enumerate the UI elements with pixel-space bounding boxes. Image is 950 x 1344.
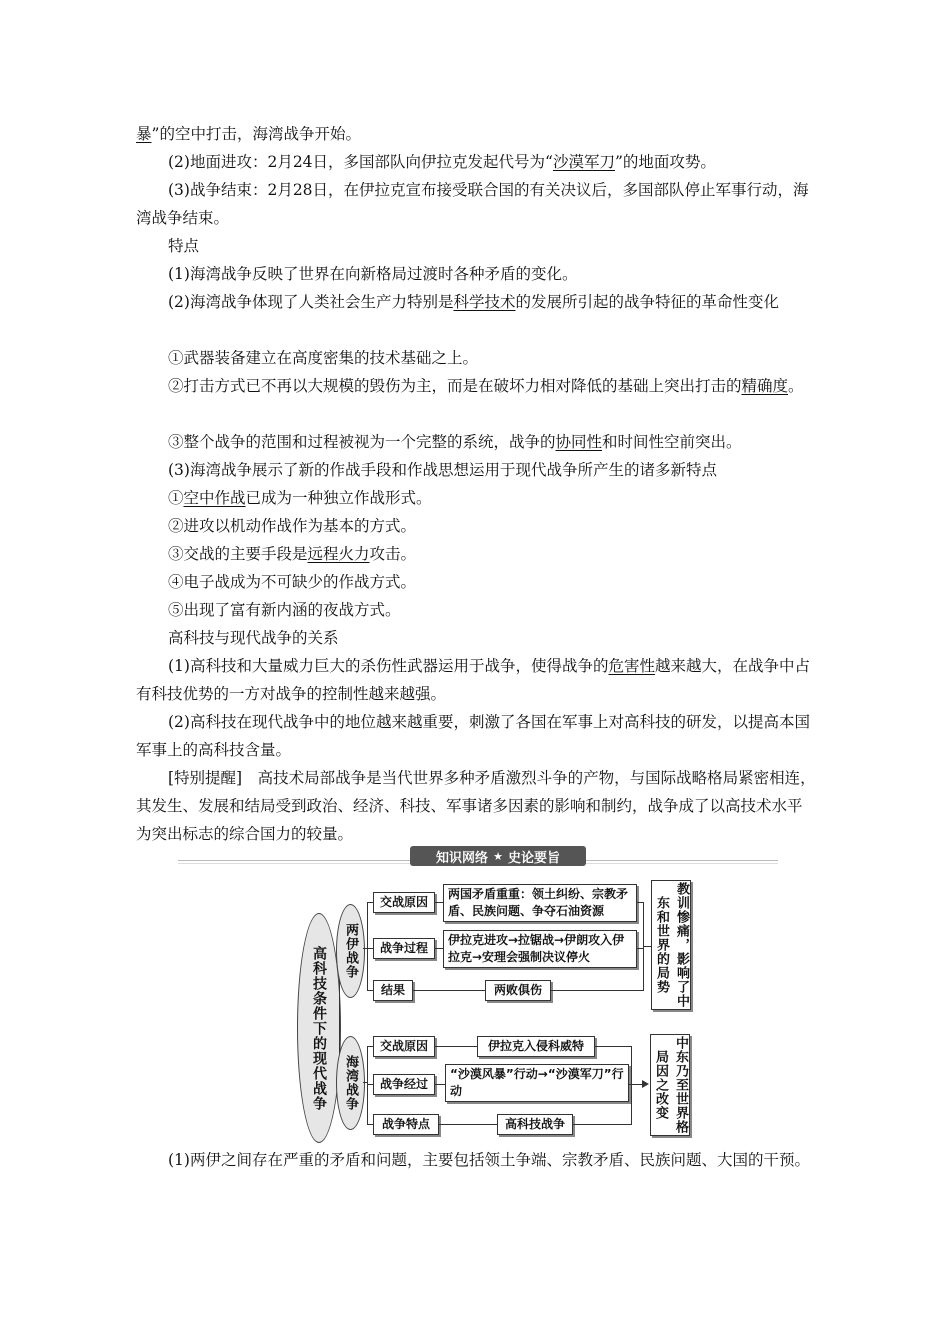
connector-line bbox=[435, 1046, 477, 1047]
banner-pill bbox=[410, 846, 586, 866]
root-label: 高科技条件下的现代战争 bbox=[311, 945, 327, 1111]
text: 攻击。 bbox=[369, 545, 417, 563]
war1-label: 两伊战争 bbox=[343, 923, 358, 979]
text: 和时间性空前突出。 bbox=[602, 433, 742, 451]
paragraph-feature-1: (1)海湾战争反映了世界在向新格局过渡时各种矛盾的变化。 bbox=[168, 265, 578, 283]
paragraph-ground-attack bbox=[136, 148, 816, 176]
text: ③交战的主要手段是 bbox=[168, 545, 308, 563]
connector-line bbox=[631, 1046, 632, 1125]
war1-label-process: 战争过程 bbox=[373, 938, 435, 959]
connector-line bbox=[363, 1082, 367, 1083]
heading-features: 特点 bbox=[168, 237, 200, 255]
underlined-term: 沙漠军刀 bbox=[552, 153, 615, 171]
banner-left-label: 知识网络 bbox=[436, 850, 489, 866]
paragraph-item-3 bbox=[136, 428, 816, 456]
war2-outcome: 中东乃至世界格局因之改变 bbox=[650, 1034, 690, 1136]
war2-label: 海湾战争 bbox=[343, 1055, 358, 1111]
banner-right-label: 史论要旨 bbox=[507, 850, 560, 866]
underlined-term: 暴 bbox=[136, 125, 152, 143]
paragraph-item-2 bbox=[136, 372, 816, 400]
war2-label-feature: 战争特点 bbox=[373, 1114, 439, 1135]
text: (2)地面进攻：2月24日，多国部队向伊拉克发起代号为“ bbox=[168, 153, 553, 171]
connector-line bbox=[367, 1046, 368, 1124]
war1-detail-cause: 两国矛盾重重：领土纠纷、宗教矛盾、民族问题、争夺石油资源 bbox=[443, 884, 637, 922]
underlined-term: 空中作战 bbox=[183, 489, 246, 507]
war2-detail-feature: 高科技战争 bbox=[497, 1114, 573, 1135]
section-banner bbox=[178, 846, 778, 868]
paragraph-war-end: (3)战争结束：2月28日，在伊拉克宣布接受联合国的有关决议后，多国部队停止军事行动，海湾战争结束。 bbox=[136, 181, 809, 227]
arrow-icon bbox=[642, 1080, 649, 1088]
connector-line bbox=[595, 1046, 631, 1047]
text: (1)高科技和大量威力巨大的杀伤性武器运用于战争，使得战争的 bbox=[168, 657, 609, 675]
war2-node bbox=[336, 1036, 365, 1130]
war1-detail-result: 两败俱伤 bbox=[485, 980, 551, 1001]
connector-line bbox=[573, 1124, 631, 1125]
text: 的发展所引起的战争特征的革命性变化 bbox=[515, 293, 779, 311]
connector-line bbox=[435, 948, 443, 949]
war1-outcome: 教训惨痛，影响了中东和世界的局势 bbox=[651, 880, 691, 1010]
war2-detail-course: “沙漠风暴”行动→“沙漠军刀”行动 bbox=[445, 1064, 629, 1102]
paragraph-item-1: ①武器装备建立在高度密集的技术基础之上。 bbox=[168, 349, 479, 367]
connector-line bbox=[435, 1084, 445, 1085]
paragraph-iran-iraq-conflicts: (1)两伊之间存在严重的矛盾和问题，主要包括领土争端、宗教矛盾、民族问题、大国的干预。 bbox=[168, 1151, 810, 1169]
text: 。 bbox=[788, 377, 804, 395]
connector-line bbox=[435, 902, 443, 903]
heading-hightech-relation: 高科技与现代战争的关系 bbox=[168, 629, 339, 647]
connector-line bbox=[367, 902, 368, 990]
war2-label-course: 战争经过 bbox=[373, 1074, 435, 1095]
war2-detail-cause: 伊拉克入侵科威特 bbox=[477, 1036, 595, 1057]
text: (2)海湾战争体现了人类社会生产力特别是 bbox=[168, 293, 454, 311]
connector-line bbox=[551, 990, 643, 991]
text: ②打击方式已不再以大规模的毁伤为主，而是在破坏力相对降低的基础上突出打击的 bbox=[168, 377, 742, 395]
text: 已成为一种独立作战形式。 bbox=[245, 489, 432, 507]
paragraph-sub-1 bbox=[136, 484, 816, 512]
diagram-root-node bbox=[297, 913, 341, 1143]
war1-detail-process: 伊拉克进攻→拉锯战→伊朗攻入伊拉克→安理会强制决议停火 bbox=[443, 930, 637, 968]
paragraph-sub-5: ⑤出现了富有新内涵的夜战方式。 bbox=[168, 601, 401, 619]
war1-label-result: 结果 bbox=[373, 980, 413, 1001]
text: ① bbox=[168, 489, 184, 507]
paragraph-special-note: [特别提醒] 高技术局部战争是当代世界多种矛盾激烈斗争的产物，与国际战略格局紧密相连，其发生、发展和结局受到政治、经济、科技、军事诸多因素的影响和制约，战争成了以高技术水平为突出标志的综合国力的较量。 bbox=[136, 769, 816, 843]
paragraph-sub-3 bbox=[136, 540, 816, 568]
connector-line bbox=[439, 1124, 497, 1125]
paragraph-air-strike-end bbox=[136, 120, 816, 148]
paragraph-feature-2 bbox=[136, 288, 816, 316]
paragraph-relation-2: (2)高科技在现代战争中的地位越来越重要，刺激了各国在军事上对高科技的研发，以提高本国军事上的高科技含量。 bbox=[136, 713, 810, 759]
text: ③整个战争的范围和过程被视为一个完整的系统，战争的 bbox=[168, 433, 556, 451]
text: ”的地面攻势。 bbox=[614, 153, 716, 171]
underlined-term: 协同性 bbox=[555, 433, 603, 451]
war2-label-cause: 交战原因 bbox=[373, 1036, 435, 1057]
star-icon: ★ bbox=[493, 849, 503, 863]
connector-line bbox=[643, 946, 651, 947]
connector-line bbox=[413, 990, 485, 991]
underlined-term: 远程火力 bbox=[307, 545, 370, 563]
underlined-term: 危害性 bbox=[608, 657, 655, 675]
underlined-term: 科学技术 bbox=[453, 293, 516, 311]
text: 越来越大，在战争中占有科技优势的一方对战争的控制性越来越强。 bbox=[136, 657, 810, 703]
paragraph-sub-2: ②进攻以机动作战作为基本的方式。 bbox=[168, 517, 417, 535]
underlined-term: 精确度 bbox=[741, 377, 789, 395]
war1-node bbox=[336, 904, 365, 998]
paragraph-feature-3: (3)海湾战争展示了新的作战手段和作战思想运用于现代战争所产生的诸多新特点 bbox=[168, 461, 717, 479]
text: ”的空中打击，海湾战争开始。 bbox=[151, 125, 361, 143]
paragraph-sub-4: ④电子战成为不可缺少的作战方式。 bbox=[168, 573, 417, 591]
paragraph-relation-1 bbox=[136, 652, 816, 708]
war1-label-cause: 交战原因 bbox=[373, 892, 435, 913]
